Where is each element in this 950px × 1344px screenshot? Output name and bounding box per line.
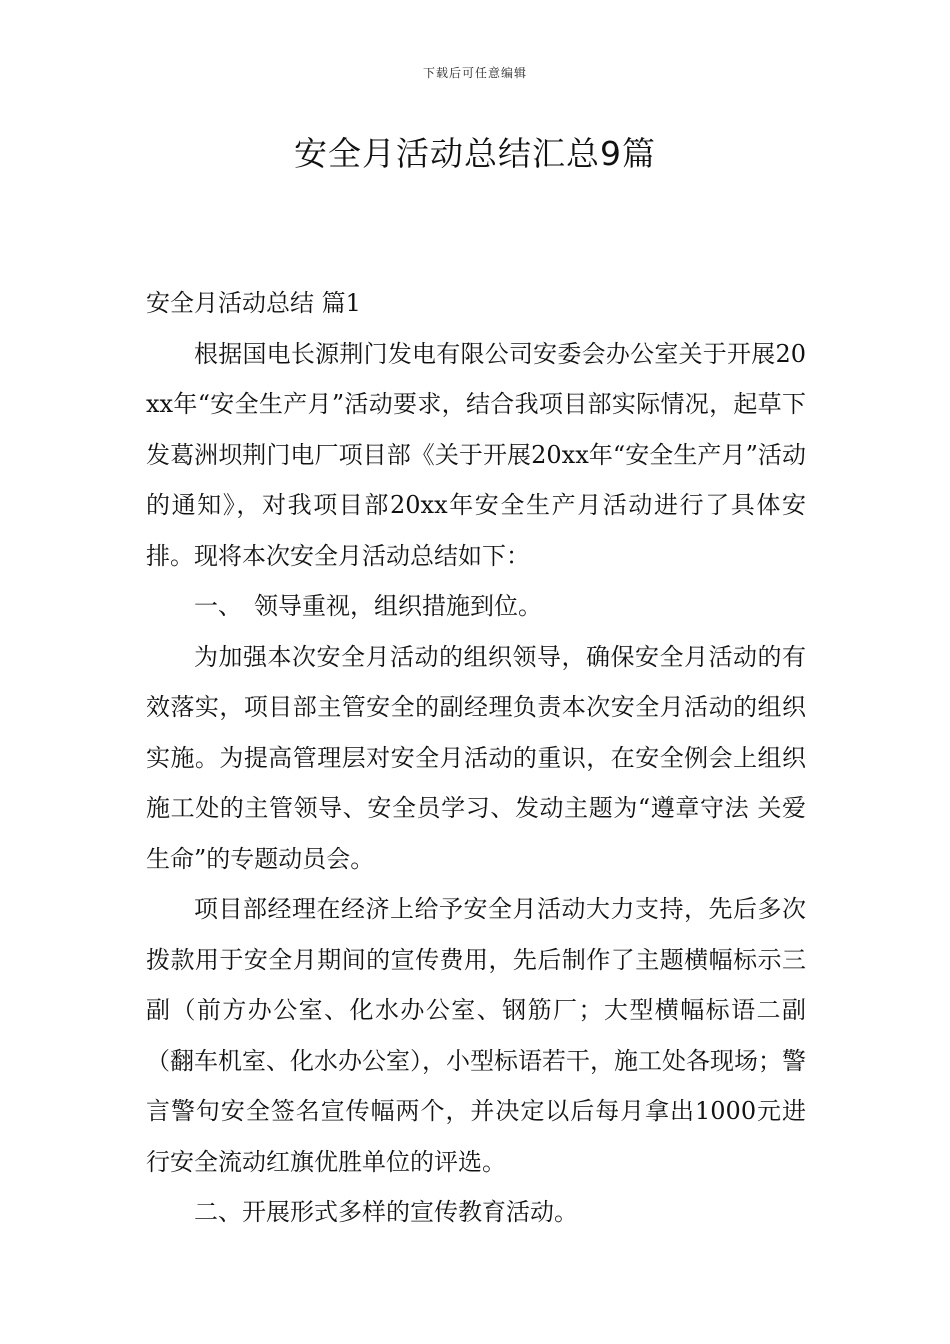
paragraph: 一、 领导重视，组织措施到位。 xyxy=(194,592,542,620)
section-heading: 安全月活动总结 篇1 xyxy=(146,289,361,317)
header-note: 下载后可任意编辑 xyxy=(422,66,527,80)
document-title: 安全月活动总结汇总9篇 xyxy=(294,134,656,173)
paragraph: 根据国电长源荆门发电有限公司安委会办公室关于开展20xx年“安全生产月”活动要求，结合我项目部实际情况，起草下发葛洲坝荆门电厂项目部《关于开展20xx年“安全生产月”活动的通知》，对我项目部20xx年安全生产月活动进行了具体安排。现将本次安全月活动总结如下： xyxy=(146,339,806,570)
document-body xyxy=(146,278,806,1238)
paragraph: 项目部经理在经济上给予安全月活动大力支持，先后多次拨款用于安全月期间的宣传费用，先后制作了主题横幅标示三副（前方办公室、化水办公室、钢筋厂；大型横幅标语二副（翻车机室、化水办公室），小型标语若干，施工处各现场；警言警句安全签名宣传幅两个，并决定以后每月拿出1000元进行安全流动红旗优胜单位的评选。 xyxy=(146,895,806,1176)
paragraph: 二、开展形式多样的宣传教育活动。 xyxy=(194,1198,578,1226)
paragraph: 为加强本次安全月活动的组织领导，确保安全月活动的有效落实，项目部主管安全的副经理负责本次安全月活动的组织实施。为提高管理层对安全月活动的重识，在安全例会上组织施工处的主管领导、安全员学习、发动主题为“遵章守法 关爱生命”的专题动员会。 xyxy=(146,642,806,873)
